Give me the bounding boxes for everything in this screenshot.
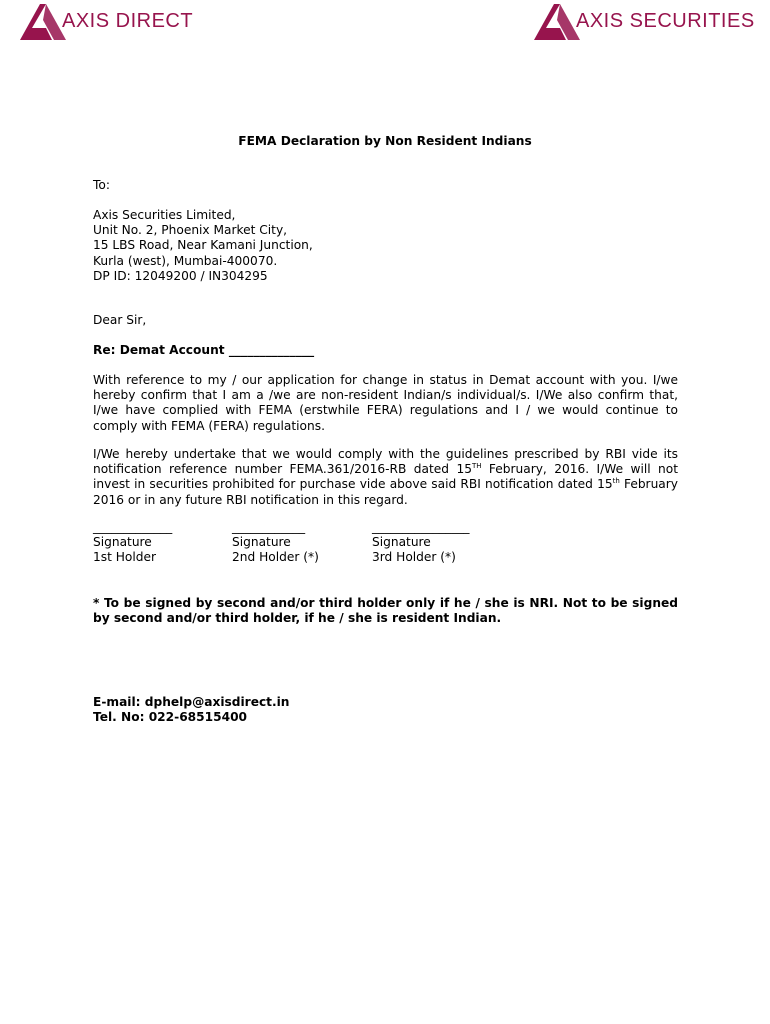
signature-label: Signature [93,535,152,550]
salutation: Dear Sir, [93,313,147,327]
axis-securities-logo-text: AXIS SECURITIES [576,10,755,32]
address-line: Kurla (west), Mumbai-400070. [93,253,278,268]
address-line: Unit No. 2, Phoenix Market City, [93,223,288,238]
subject-line: Re: Demat Account ______________ [93,343,315,357]
address-block [93,208,678,284]
paragraph-confirmation: With reference to my / our application for change in status in Demat account with you. I/we hereby confirm that I am a /we are non-resident Indian/s individual/s. I/We also confirm that, I/we have complied with FEMA (erstwhile FERA) regulations and I / we would continue to comply with FEMA (FERA) regulations. [93,373,678,433]
address-line: 15 LBS Road, Near Kamani Junction, [93,238,313,253]
signature-block-1st-holder [93,520,172,566]
signature-label: Signature [372,535,431,550]
address-line: DP ID: 12049200 / IN304295 [93,268,268,283]
signing-note: * To be signed by second and/or third holder only if he / she is NRI. Not to be signed by second and/or third holder, if he / she is resident Indian. [93,596,678,626]
holder-label: 3rd Holder (*) [372,550,456,565]
axis-logo-icon [20,2,66,40]
paragraph-text: February, 2016. I/We will not invest in securities prohibited for purchase vide above said RBI notification dated 15 [93,462,678,492]
contact-phone: Tel. No: 022-68515400 [93,710,248,724]
address-line: Axis Securities Limited, [93,208,236,222]
superscript: th [612,477,620,486]
contact-email: E-mail: dphelp@axisdirect.in [93,695,290,709]
document-title: FEMA Declaration by Non Resident Indians [238,134,532,148]
axis-direct-logo [20,2,193,40]
holder-label: 1st Holder [93,550,157,565]
signature-block-2nd-holder [232,520,319,566]
axis-logo-icon [534,2,580,40]
paragraph-undertaking [93,447,678,508]
paragraph-text: February 2016 or in any future RBI notification in this regard. [93,477,678,507]
axis-securities-logo [534,2,755,40]
holder-label: 2nd Holder (*) [232,550,319,565]
to-label: To: [93,178,110,192]
signature-line: ________________ [372,520,470,534]
signature-block-3rd-holder [372,520,470,566]
superscript: TH [471,462,482,471]
signature-line: ____________ [232,520,306,534]
axis-direct-logo-text: AXIS DIRECT [62,10,194,32]
signature-line: _____________ [93,520,173,534]
paragraph-text: I/We hereby undertake that we would comply with the guidelines prescribed by RBI vide its notification reference number FEMA.361/2016-RB dated 15 [93,447,678,477]
signature-label: Signature [232,535,291,550]
